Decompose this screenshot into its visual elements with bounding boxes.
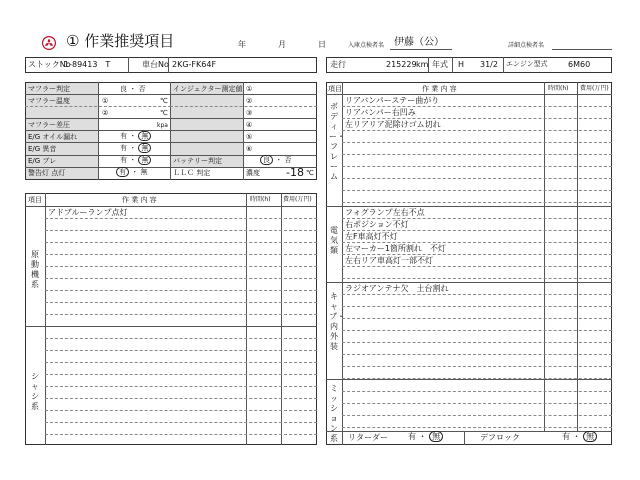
ruled-line [45,350,317,351]
ruled-line [45,398,317,399]
body-entry-1: リアバンパーステー曲がり [345,96,440,105]
body-entry-2: リアバンパー右凹み [345,108,416,117]
engine-entry-1: アドブルーランプ点灯 [48,208,128,217]
injector-1: ① [246,85,253,93]
muffler-judge-options: 良 ・ 否 [120,85,146,93]
difflock-yes: 有 [562,432,570,441]
ruled-line [342,330,612,331]
temp-1-unit: ℃ [160,97,168,105]
ruled-line [342,154,612,155]
ruled-line [342,118,612,119]
body-section-label: ボディー・フレーム [329,102,345,181]
ruled-line [45,410,317,411]
warning-no: 無 [140,168,148,176]
right-item-header: 項目 [328,85,342,93]
injector-6: ⑥ [246,145,253,153]
ruled-line [342,106,612,107]
electric-entry-1: フォグランプ左右不点 [345,208,425,217]
muffler-temp-label: マフラー温度 [28,97,70,105]
temp-2-marker: ② [102,109,109,117]
right-cost-header: 費用(万円) [580,85,609,92]
mission-section-label: ミッション系 [330,384,338,443]
ruled-line [45,278,317,279]
ruled-line [342,218,612,219]
stock-label: ストックNo [28,60,71,69]
ruled-line [45,434,317,435]
oil-leak-yes: 有 [120,132,127,140]
ruled-line [45,338,317,339]
left-cost-header: 費用(万円) [283,196,312,203]
oil-leak-no: 無 [138,131,151,141]
page-title: ① 作業推奨項目 [66,32,175,50]
inspector-label: 入庫点検者名 [348,42,385,49]
warning-label: 警告灯 点灯 [28,169,66,177]
ruled-line [342,266,612,267]
kpa-unit: kpa [157,122,168,129]
mileage-value: 215229 [386,60,417,69]
ruled-line [342,403,612,404]
left-time-header: 時間(h) [250,196,271,203]
battery-bad: 否 [284,156,292,164]
ruled-line [342,427,612,428]
engine-section-label: 原動機系 [31,250,39,289]
ruled-line [342,415,612,416]
vibration-no: 無 [138,155,151,165]
oil-leak-label: E/G オイル漏れ [28,133,78,141]
ruled-line [342,178,612,179]
electric-entry-3: 左F車高灯不灯 [345,232,398,241]
temp-2-unit: ℃ [160,109,168,117]
year-era: H [458,60,465,69]
retarder-no: 無 [429,431,443,442]
chassis-no: 2KG-FK64F [172,60,217,69]
battery-label: バッテリー判定 [173,157,222,165]
llc-unit: ℃ [306,169,314,177]
engine-model: 6M60 [568,60,591,69]
temp-1-marker: ① [102,97,109,105]
noise-no: 無 [138,143,151,153]
ruled-line [342,366,612,367]
ruled-line [45,230,317,231]
electric-entry-5: 左右リア車高灯一部不灯 [345,256,433,265]
ruled-line [342,391,612,392]
detail-inspector-label: 詳細点検者名 [508,42,545,49]
ruled-line [342,294,612,295]
electric-entry-2: 右ポジション不灯 [345,220,409,229]
injector-3: ③ [246,109,253,117]
ruled-line [45,302,317,303]
inspector-name: 伊藤（公） [394,37,444,48]
mileage-label: 走行 [330,60,346,69]
llc-value: -18 [286,166,304,179]
ruled-line [342,318,612,319]
llc-conc-label: 濃度 [246,169,260,177]
ruled-line [45,314,317,315]
ruled-line [45,362,317,363]
cab-section-label: キャブ・内外装 [329,292,345,351]
ruled-line [342,378,612,379]
ruled-line [45,254,317,255]
left-item-header: 項目 [28,196,42,204]
mitsubishi-fuso-logo-icon [42,36,56,50]
ruled-line [342,278,612,279]
ruled-line [45,386,317,387]
year-value: 31/2 [480,60,498,69]
injector-label: インジェクター測定値 [173,85,243,93]
difflock-no: 無 [583,431,597,442]
difflock-label: デフロック [480,433,520,442]
muffler-diff-label: マフラー差圧 [28,121,70,129]
ruled-line [342,242,612,243]
ruled-line [342,342,612,343]
retarder-yes: 有 [408,432,416,441]
ruled-line [45,290,317,291]
mileage-unit: km [416,60,429,69]
ruled-line [342,202,612,203]
chassis-label: 車台No [142,60,169,69]
electric-section-label: 電気類 [330,226,338,255]
ruled-line [45,422,317,423]
ruled-line [45,242,317,243]
retarder-label: リターダー [348,433,388,442]
injector-5: ⑤ [246,133,253,141]
header-day-label: 日 [318,40,326,49]
year-label: 年式 [432,60,448,69]
ruled-line [342,190,612,191]
right-time-header: 時間(h) [548,85,569,92]
stock-no: 1-89413 T [64,60,111,69]
left-work-header: 作 業 内 容 [122,196,157,204]
noise-yes: 有 [120,144,127,152]
electric-entry-4: 左マーカー1箇所割れ 不灯 [345,244,446,253]
injector-2: ② [246,97,253,105]
noise-label: E/G 異音 [28,145,57,153]
ruled-line [45,218,317,219]
ruled-line [342,230,612,231]
header-year-label: 年 [238,40,246,49]
right-work-header: 作 業 内 容 [422,85,457,93]
ruled-line [342,254,612,255]
battery-good: 良 [260,155,273,165]
ruled-line [342,130,612,131]
ruled-line [342,306,612,307]
chassis-section-label: シャシ系 [31,372,39,411]
ruled-line [342,354,612,355]
vibration-label: E/G ブレ [28,157,57,165]
warning-yes: 有 [116,167,129,177]
body-entry-3: 左リアリア泥除けゴム切れ [345,120,441,129]
muffler-judge-label: マフラー判定 [28,85,70,93]
llc-label: ＬＬＣ 判定 [173,169,211,177]
ruled-line [45,266,317,267]
engine-label: エンジン型式 [506,60,548,68]
injector-4: ④ [246,121,253,129]
ruled-line [342,166,612,167]
header-month-label: 月 [278,40,286,49]
vibration-yes: 有 [120,156,127,164]
cab-entry-1: ラジオアンテナ欠 土台割れ [345,284,449,293]
ruled-line [342,142,612,143]
ruled-line [45,374,317,375]
